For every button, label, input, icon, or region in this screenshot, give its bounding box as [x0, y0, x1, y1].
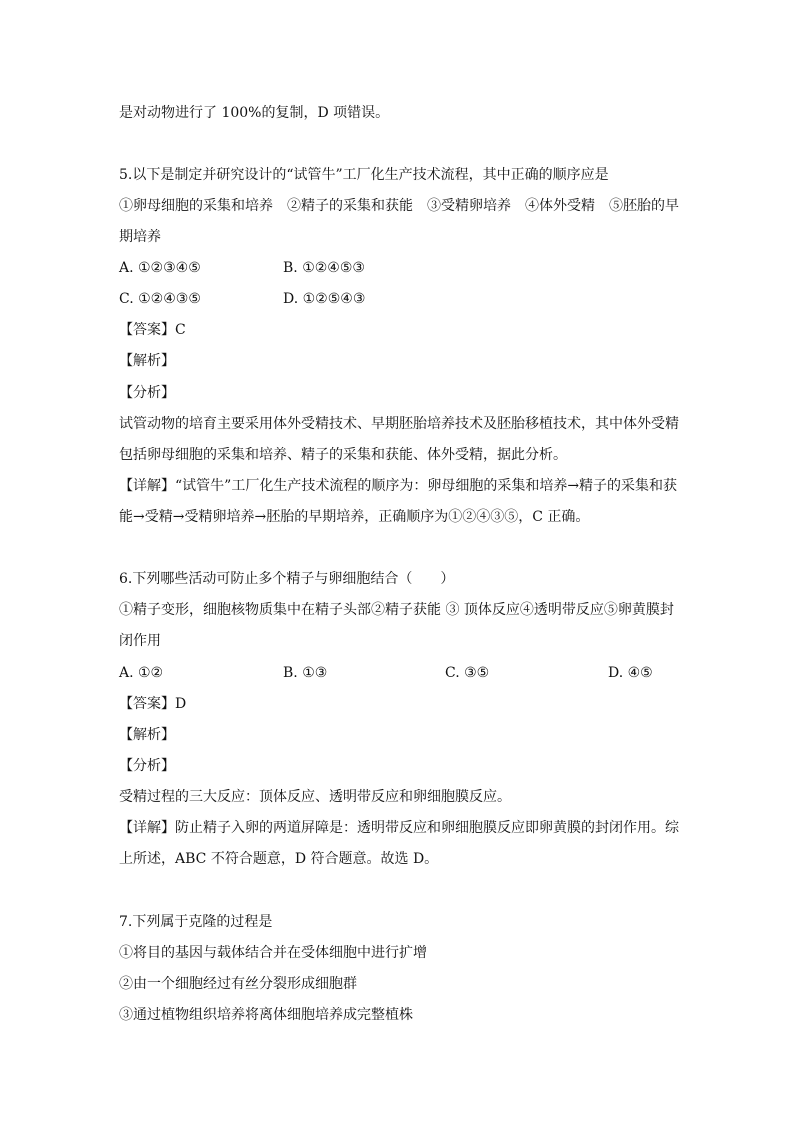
question-6-items-line2: 闭作用	[119, 633, 161, 649]
question-6-answer: 【答案】D	[119, 696, 187, 712]
question-5-fenxi-line1: 试管动物的培育主要采用体外受精技术、早期胚胎培养技术及胚胎移植技术，其中体外受精	[119, 416, 679, 432]
question-6-detail-line1: 【详解】防止精子入卵的两道屏障是：透明带反应和卵细胞膜反应即卵黄膜的封闭作用。综	[119, 820, 679, 836]
question-6-fenxi-line1: 受精过程的三大反应：顶体反应、透明带反应和卵细胞膜反应。	[119, 789, 511, 805]
question-6-option-d: D. ④⑤	[608, 665, 653, 681]
question-5-option-b: B. ①②④⑤③	[283, 260, 365, 276]
question-5-items-line1: ①卵母细胞的采集和培养 ②精子的采集和获能 ③受精卵培养 ④体外受精 ⑤胚胎的早	[119, 198, 679, 214]
question-6-option-a: A. ①②	[119, 665, 164, 681]
question-5-fenxi-line2: 包括卵母细胞的采集和培养、精子的采集和获能、体外受精，据此分析。	[119, 447, 567, 463]
question-5-items-line2: 期培养	[119, 229, 161, 245]
question-6-fenxi-heading: 【分析】	[119, 758, 175, 774]
question-6-option-c: C. ③⑤	[445, 665, 490, 681]
question-5-option-a: A. ①②③④⑤	[119, 260, 201, 276]
question-6-stem: 6.下列哪些活动可防止多个精子与卵细胞结合（ ）	[119, 571, 455, 587]
intro-tail: 是对动物进行了 100%的复制，D 项错误。	[119, 105, 390, 121]
question-7-stem: 7.下列属于克隆的过程是	[119, 914, 273, 930]
question-7-item-3: ③通过植物组织培养将离体细胞培养成完整植株	[119, 1007, 413, 1023]
question-5-fenxi-heading: 【分析】	[119, 385, 175, 401]
question-5-stem: 5.以下是制定并研究设计的“试管牛”工厂化生产技术流程，其中正确的顺序应是	[119, 167, 609, 183]
question-5-jiexi-heading: 【解析】	[119, 353, 175, 369]
question-7-item-1: ①将目的基因与载体结合并在受体细胞中进行扩增	[119, 945, 427, 961]
question-6-detail-line2: 上所述，ABC 不符合题意，D 符合题意。故选 D。	[119, 851, 439, 867]
question-5-detail-line2: 能→受精→受精卵培养→胚胎的早期培养，正确顺序为①②④③⑤，C 正确。	[119, 509, 590, 525]
question-7-item-2: ②由一个细胞经过有丝分裂形成细胞群	[119, 976, 357, 992]
question-5-detail-line1: 【详解】“试管牛”工厂化生产技术流程的顺序为：卵母细胞的采集和培养→精子的采集和获	[119, 478, 678, 494]
question-5-answer: 【答案】C	[119, 322, 186, 338]
question-5-option-c: C. ①②④③⑤	[119, 291, 201, 307]
question-6-items-line1: ①精子变形，细胞核物质集中在精子头部②精子获能 ③ 顶体反应④透明带反应⑤卵黄膜封	[119, 602, 674, 618]
question-6-option-b: B. ①③	[283, 665, 328, 681]
question-6-jiexi-heading: 【解析】	[119, 727, 175, 743]
question-5-option-d: D. ①②⑤④③	[283, 291, 366, 307]
